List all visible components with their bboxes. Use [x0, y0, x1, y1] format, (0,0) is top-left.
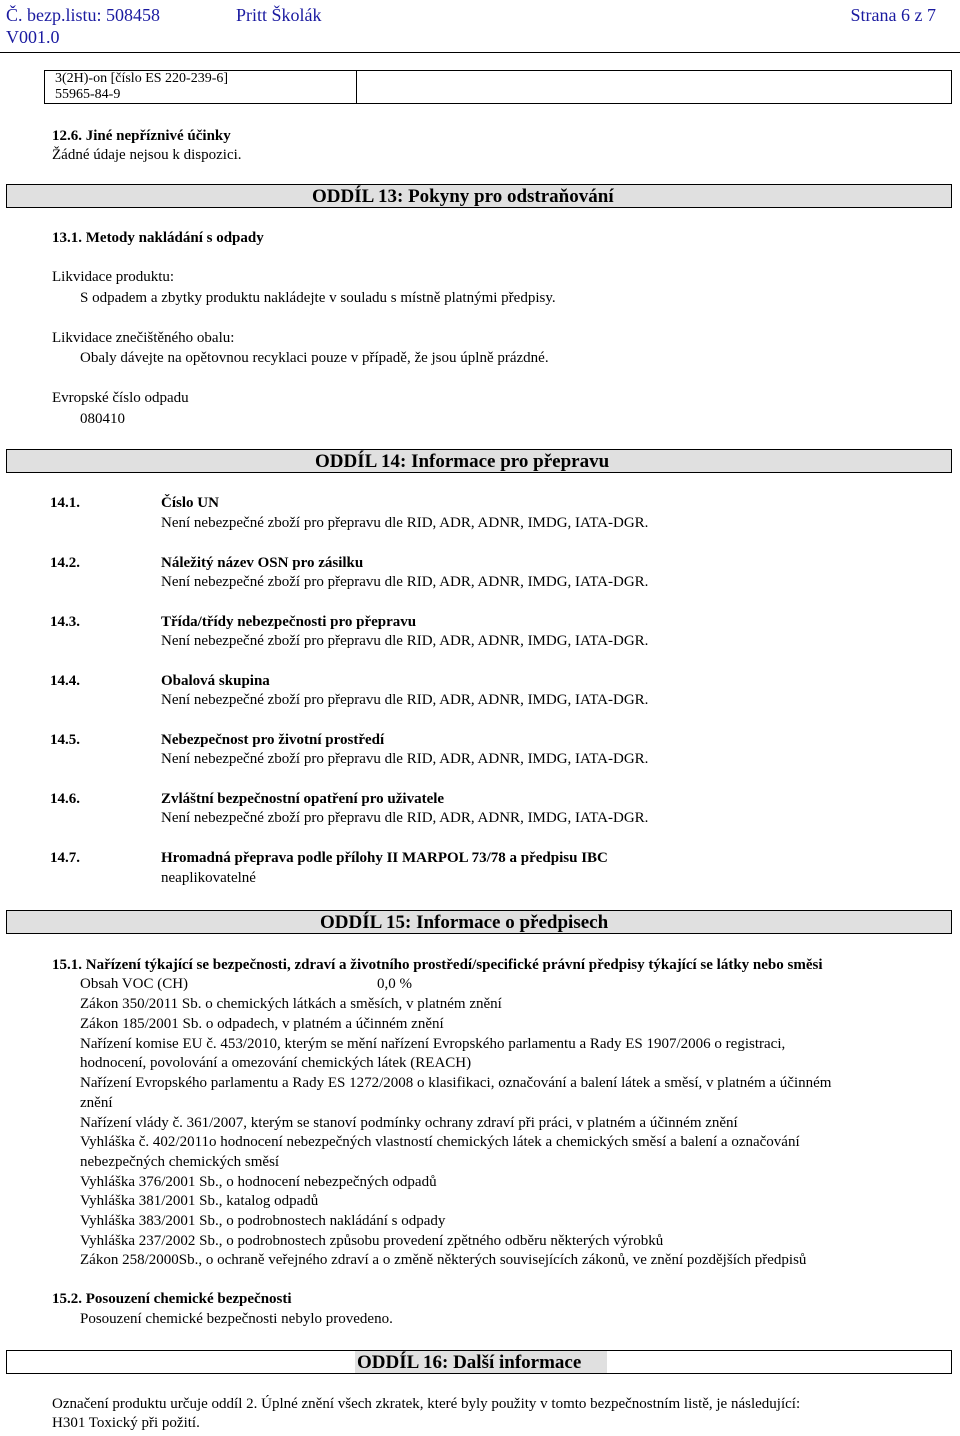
regulation-line: Vyhláška 376/2001 Sb., o hodnocení nebezpečných odpadů — [80, 1174, 437, 1190]
item-text: Není nebezpečné zboží pro přepravu dle RID, ADR, ADNR, IMDG, IATA-DGR. — [161, 574, 649, 590]
regulation-line: Vyhláška č. 402/2011o hodnocení nebezpečných vlastností chemických látek a chemických směsí a balení a označování — [80, 1134, 800, 1150]
item-number: 14.6. — [50, 791, 80, 807]
section-14-header — [6, 449, 952, 473]
item-title: Nebezpečnost pro životní prostředí — [161, 732, 385, 748]
waste-code: 080410 — [80, 411, 125, 427]
section-13-1-title: 13.1. Metody nakládání s odpady — [52, 230, 264, 246]
item-text: Není nebezpečné zboží pro přepravu dle RID, ADR, ADNR, IMDG, IATA-DGR. — [161, 810, 649, 826]
section-15-2-title: 15.2. Posouzení chemické bezpečnosti — [52, 1291, 292, 1307]
section-15-header — [6, 910, 952, 934]
section-15-1-title: 15.1. Nařízení týkající se bezpečnosti, zdraví a životního prostředí/specifické právní předpisy týkající se látky nebo směsi — [52, 957, 823, 973]
section-16-text-1: Označení produktu určuje oddíl 2. Úplné znění všech zkratek, které byly použity v tomto bezpečnostním listě, je následující: — [52, 1396, 801, 1412]
item-title: Třída/třídy nebezpečnosti pro přepravu — [161, 614, 417, 630]
substance-name: 3(2H)-on [číslo ES 220-239-6] — [55, 71, 229, 86]
packaging-label: Likvidace znečištěného obalu: — [52, 330, 235, 346]
item-text: Není nebezpečné zboží pro přepravu dle RID, ADR, ADNR, IMDG, IATA-DGR. — [161, 633, 649, 649]
packaging-text: Obaly dávejte na opětovnou recyklaci pouze v případě, že jsou úplně prázdné. — [80, 350, 549, 366]
regulation-line: Nařízení vlády č. 361/2007, kterým se stanoví podmínky ochrany zdraví při práci, v platném a účinném znění — [80, 1115, 738, 1131]
item-text: Není nebezpečné zboží pro přepravu dle RID, ADR, ADNR, IMDG, IATA-DGR. — [161, 751, 649, 767]
regulation-line: hodnocení, povolování a omezování chemických látek (REACH) — [80, 1055, 472, 1071]
product-name: Pritt Školák — [236, 5, 322, 25]
item-number: 14.1. — [50, 495, 80, 511]
regulation-line: Vyhláška 237/2002 Sb., o podrobnostech způsobu provedení zpětného odběru některých výrobků — [80, 1233, 664, 1249]
item-text: Není nebezpečné zboží pro přepravu dle RID, ADR, ADNR, IMDG, IATA-DGR. — [161, 692, 649, 708]
section-16-text-2: H301 Toxický při požití. — [52, 1415, 200, 1431]
item-number: 14.2. — [50, 555, 80, 571]
waste-label: Evropské číslo odpadu — [52, 390, 189, 406]
page-number: Strana 6 z 7 — [850, 5, 936, 25]
regulation-line: Nařízení komise EU č. 453/2010, kterým se mění nařízení Evropského parlamentu a Rady ES 1907/2006 o registraci, — [80, 1036, 786, 1052]
item-number: 14.5. — [50, 732, 80, 748]
section-16-header — [6, 1350, 952, 1374]
sheet-number: Č. bezp.listu: 508458 — [6, 5, 160, 25]
header-divider — [0, 52, 960, 53]
item-title: Obalová skupina — [161, 673, 270, 689]
disposal-label: Likvidace produktu: — [52, 269, 175, 285]
item-title: Zvláštní bezpečnostní opatření pro uživatele — [161, 791, 445, 807]
regulation-line: Nařízení Evropského parlamentu a Rady ES 1272/2008 o klasifikaci, označování a balení látek a směsí, v platném a účinném — [80, 1075, 832, 1091]
regulation-line: Zákon 258/2000Sb., o ochraně veřejného zdraví a o změně některých souvisejících zákonů, ve znění pozdějších předpisů — [80, 1252, 807, 1268]
item-title: Číslo UN — [161, 495, 219, 511]
section-12-6-title: 12.6. Jiné nepříznivé účinky — [52, 128, 231, 144]
item-number: 14.4. — [50, 673, 80, 689]
regulation-line: Vyhláška 381/2001 Sb., katalog odpadů — [80, 1193, 319, 1209]
regulation-line: Zákon 350/2011 Sb. o chemických látkách a směsích, v platném znění — [80, 996, 502, 1012]
cas-number: 55965-84-9 — [55, 87, 121, 102]
regulation-line: nebezpečných chemických směsí — [80, 1154, 280, 1170]
regulation-line: znění — [80, 1095, 113, 1111]
section-15-title: ODDÍL 15: Informace o předpisech — [320, 912, 609, 933]
section-12-6-text: Žádné údaje nejsou k dispozici. — [52, 147, 242, 163]
substance-table — [44, 70, 952, 104]
item-number: 14.3. — [50, 614, 80, 630]
item-title: Hromadná přeprava podle přílohy II MARPOL 73/78 a předpisu IBC — [161, 850, 608, 866]
section-13-title: ODDÍL 13: Pokyny pro odstraňování — [312, 186, 614, 207]
section-16-title: ODDÍL 16: Další informace — [357, 1352, 582, 1373]
item-text: Není nebezpečné zboží pro přepravu dle RID, ADR, ADNR, IMDG, IATA-DGR. — [161, 515, 649, 531]
voc-label: Obsah VOC (CH) — [80, 976, 189, 992]
section-13-header — [6, 184, 952, 208]
section-15-2-text: Posouzení chemické bezpečnosti nebylo provedeno. — [80, 1311, 393, 1327]
voc-value: 0,0 % — [377, 976, 412, 992]
section-14-title: ODDÍL 14: Informace pro přepravu — [315, 451, 610, 472]
substance-cell — [45, 71, 357, 103]
regulation-line: Zákon 185/2001 Sb. o odpadech, v platném a účinném znění — [80, 1016, 444, 1032]
header-sheet-info — [6, 4, 160, 48]
regulation-line: Vyhláška 383/2001 Sb., o podrobnostech nakládání s odpady — [80, 1213, 446, 1229]
item-number: 14.7. — [50, 850, 80, 866]
item-title: Náležitý název OSN pro zásilku — [161, 555, 364, 571]
disposal-text: S odpadem a zbytky produktu nakládejte v souladu s místně platnými předpisy. — [80, 290, 556, 306]
version: V001.0 — [6, 27, 60, 47]
item-text: neaplikovatelné — [161, 870, 256, 886]
